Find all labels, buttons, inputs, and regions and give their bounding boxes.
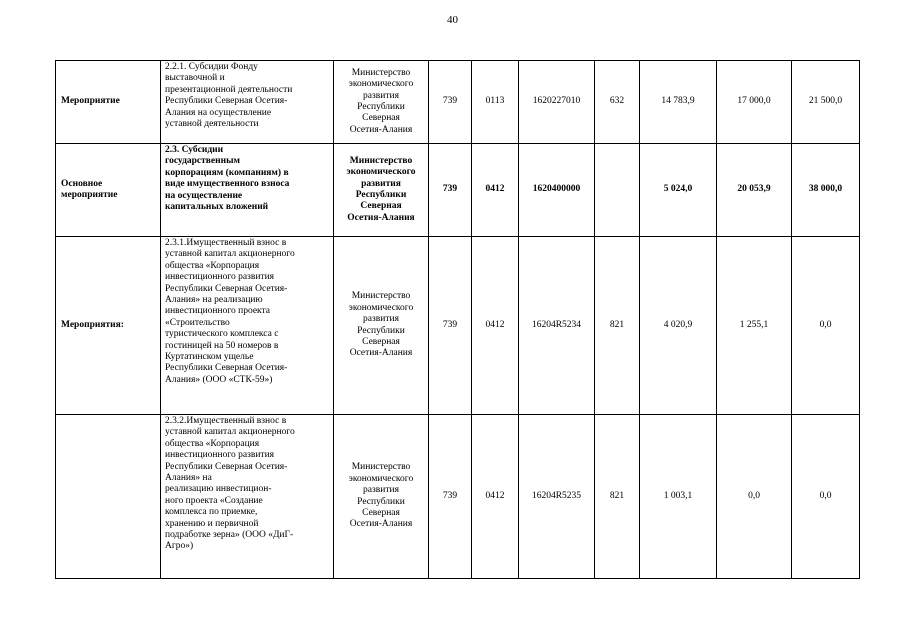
description-line: Агро») [165,541,194,552]
executor-line: Северная [360,201,402,212]
description-line: инвестиционного развития [165,450,275,461]
description-line: Куртатинском ущелье [165,352,254,363]
year2-amount-cell: 0,0 [717,415,792,579]
description-line: Алания» (ООО «СТК-59») [165,374,273,385]
executor-line: развития [363,314,399,325]
year2-amount-cell: 17 000,0 [717,61,792,144]
row-executor-cell [334,144,429,237]
executor-line: Республики [355,190,407,200]
description-line: 2.2.1. Субсидии Фонду [165,62,258,72]
executor-line: Республики [357,102,405,112]
executor-line: Осетия-Алания [347,212,415,223]
year1-amount-cell: 5 024,0 [640,144,717,237]
executor-line: Северная [362,113,400,124]
description-line: Республики Северная Осетия- [165,96,288,107]
description-line: 2.3.1.Имущественный взнос в [165,238,287,248]
rzpr-cell: 0412 [472,415,519,579]
description-line: 2.3. Субсидии [165,145,224,155]
year3-amount-cell: 0,0 [792,237,860,415]
executor-line: экономического [348,473,414,484]
description-line: общества «Корпорация [165,260,260,271]
description-line: «Строительство [165,317,230,328]
description-line: Алания на осуществление [165,107,272,118]
row-executor-cell [334,237,429,415]
description-line: гостиницей на 50 номеров в [165,340,279,351]
description-line: Алания» на реализацию [165,295,263,306]
row-type-cell: Мероприятия: [56,237,161,415]
row-executor-cell [334,61,429,144]
year3-amount-cell: 0,0 [792,415,860,579]
description-line: подработке зерна» (ООО «ДиГ- [165,530,294,541]
description-line: презентационной деятельности [165,84,293,95]
description-line: Республики Северная Осетия- [165,283,288,294]
executor-line: Осетия-Алания [349,519,413,530]
description-line: Республики Северная Осетия- [165,363,288,374]
description-line: реализацию инвестицион- [165,484,272,495]
executor-line: Министерство [351,291,411,302]
description-line: комплекса по приемке, [165,507,258,518]
csr-cell: 16204R5235 [519,415,595,579]
description-line: виде имущественного взноса [165,179,290,190]
row-description-cell [161,144,334,237]
executor-line: Республики [357,496,405,507]
year1-amount-cell: 1 003,1 [640,415,717,579]
row-type-cell: Мероприятие [56,61,161,144]
executor-line: экономического [348,302,414,313]
row-description-cell [161,61,334,144]
executor-line: Министерство [351,67,411,78]
description-line: инвестиционного развития [165,272,275,283]
description-line: 2.3.2.Имущественный взнос в [165,416,287,426]
description-line: Алания» на [165,473,212,484]
vr-cell [595,144,640,237]
year3-amount-cell: 21 500,0 [792,61,860,144]
executor-line: экономического [348,79,414,90]
table-row [56,61,860,144]
executor-line: Министерство [349,155,413,166]
table-row [56,237,860,415]
description-line: капитальных вложений [165,202,269,213]
description-line: хранению и первичной [165,518,259,529]
executor-line: Северная [362,507,400,518]
description-line: государственным [165,156,240,167]
year2-amount-cell: 1 255,1 [717,237,792,415]
description-line: ного проекта «Создание [165,495,263,506]
type-line: мероприятие [61,190,118,200]
executor-line: Северная [362,336,400,347]
year1-amount-cell: 14 783,9 [640,61,717,144]
rzpr-cell: 0412 [472,237,519,415]
row-executor-cell [334,415,429,579]
row-description-cell [161,237,334,415]
executor-line: развития [361,178,401,189]
csr-cell: 16204R5234 [519,237,595,415]
grbs-cell: 739 [429,61,472,144]
vr-cell: 821 [595,237,640,415]
description-line: уставной капитал акционерного [165,427,295,438]
executor-line: экономического [346,167,416,178]
executor-line: Осетия-Алания [349,124,413,135]
description-line: корпорациям (компаниям) в [165,167,289,178]
row-type-cell [56,144,161,237]
description-line: выставочной и [165,73,225,84]
vr-cell: 821 [595,415,640,579]
csr-cell: 1620227010 [519,61,595,144]
description-line: инвестиционного проекта [165,306,271,317]
executor-line: Министерство [351,462,411,473]
row-description-cell [161,415,334,579]
year3-amount-cell: 38 000,0 [792,144,860,237]
grbs-cell: 739 [429,237,472,415]
budget-table [55,60,860,579]
vr-cell: 632 [595,61,640,144]
rzpr-cell: 0113 [472,61,519,144]
table-row [56,144,860,237]
description-line: уставной капитал акционерного [165,249,295,260]
executor-line: Республики [357,325,405,336]
csr-cell: 1620400000 [519,144,595,237]
grbs-cell: 739 [429,144,472,237]
table-row [56,415,860,579]
type-line: Основное [61,178,103,189]
grbs-cell: 739 [429,415,472,579]
description-line: общества «Корпорация [165,438,260,449]
description-line: на осуществление [165,190,243,201]
executor-line: развития [363,90,399,101]
row-type-cell [56,415,161,579]
year2-amount-cell: 20 053,9 [717,144,792,237]
description-line: уставной деятельности [165,119,259,130]
description-line: туристического комплекса с [165,329,279,340]
executor-line: Осетия-Алания [349,348,413,359]
rzpr-cell: 0412 [472,144,519,237]
page-number: 40 [447,14,458,26]
description-line: Республики Северная Осетия- [165,461,288,472]
executor-line: развития [363,485,399,496]
year1-amount-cell: 4 020,9 [640,237,717,415]
